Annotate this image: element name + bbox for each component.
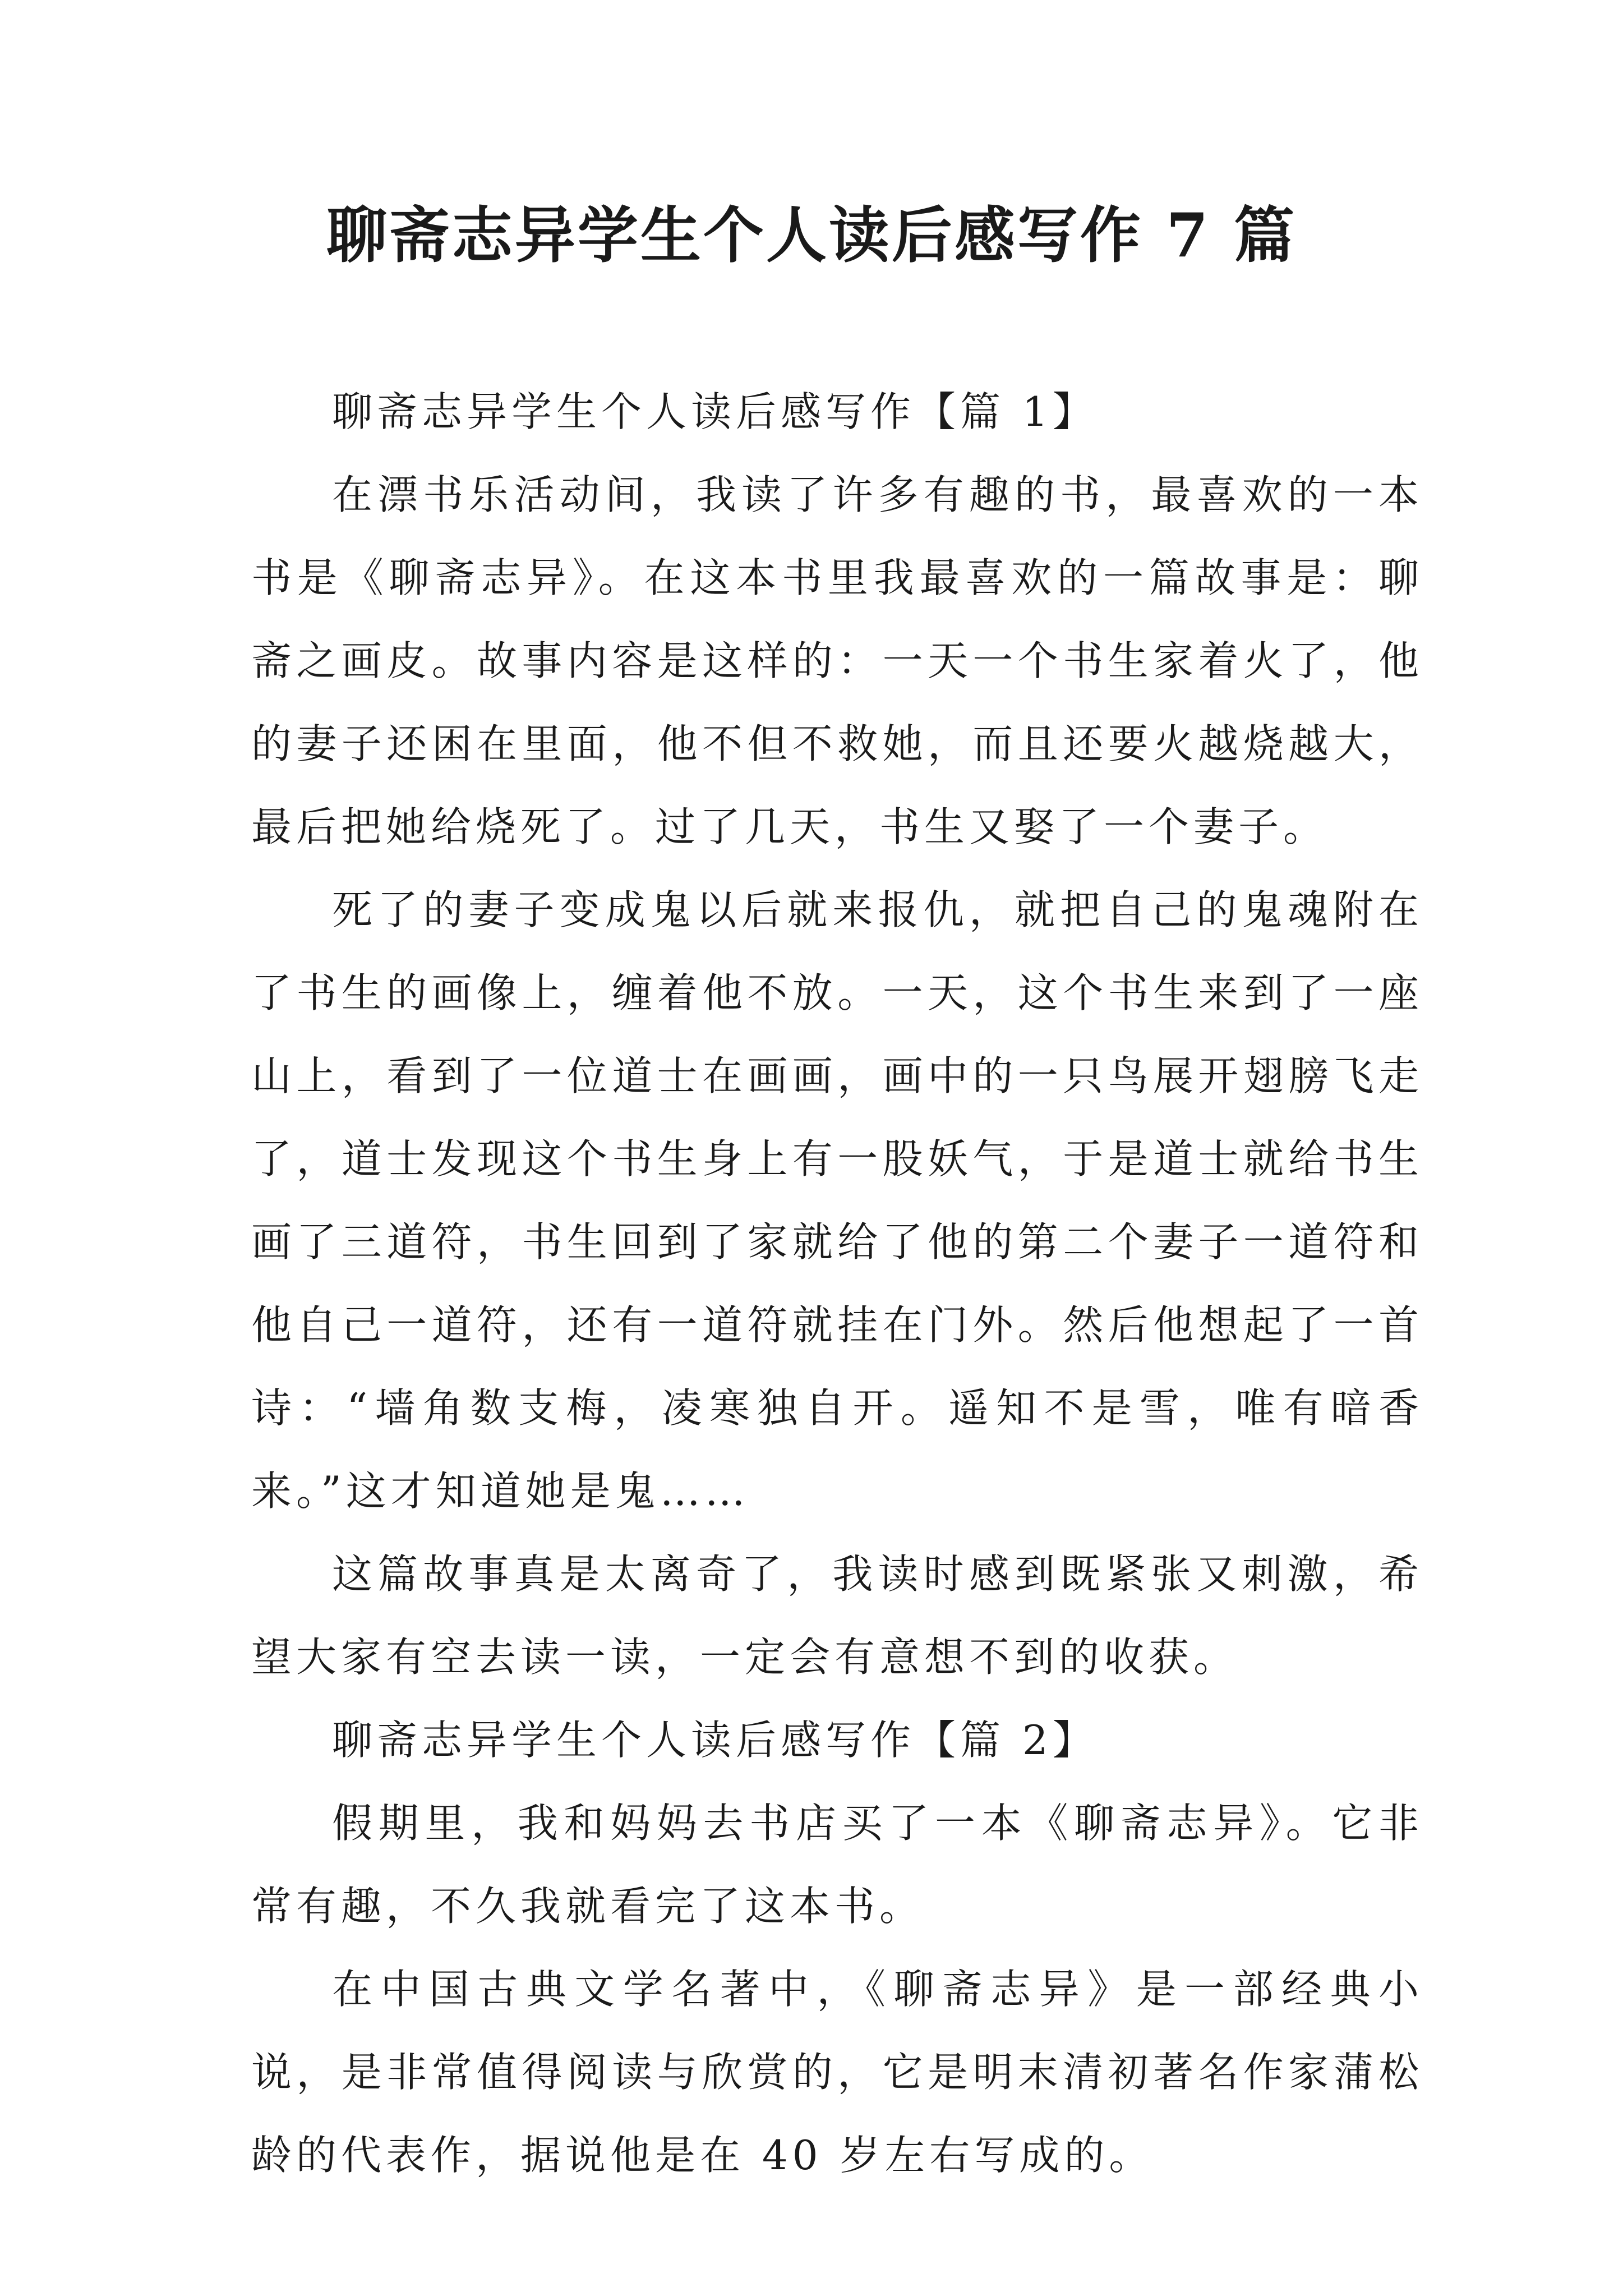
paragraph: 在中国古典文学名著中，《聊斋志异》是一部经典小说，是非常值得阅读与欣赏的，它是明末清初著名作家蒲松龄的代表作，据说他是在 40 岁左右写成的。	[251, 1966, 1423, 2179]
paragraph: 死了的妻子变成鬼以后就来报仇，就把自己的鬼魂附在了书生的画像上，缠着他不放。一天，这个书生来到了一座山上，看到了一位道士在画画，画中的一只鸟展开翅膀飞走了，道士发现这个书生身上有一股妖气，于是道士就给书生画了三道符，书生回到了家就给了他的第二个妻子一道符和他自己一道符，还有一道符就挂在门外。然后他想起了一首诗：“墙角数支梅，凌寒独自开。遥知不是雪，唯有暗香来。”这才知道她是鬼……	[251, 886, 1423, 1515]
document-body	[251, 370, 1423, 2197]
document-title: 聊斋志异学生个人读后感写作 7 篇	[326, 200, 1297, 271]
paragraph: 假期里，我和妈妈去书店买了一本《聊斋志异》。它非常有趣，不久我就看完了这本书。	[251, 1800, 1423, 1930]
section-heading-1: 聊斋志异学生个人读后感写作【篇 1】	[332, 388, 1098, 435]
paragraph: 在漂书乐活动间，我读了许多有趣的书，最喜欢的一本书是《聊斋志异》。在这本书里我最喜欢的一篇故事是：聊斋之画皮。故事内容是这样的：一天一个书生家着火了，他的妻子还困在里面，他不但不救她，而且还要火越烧越大，最后把她给烧死了。过了几天，书生又娶了一个妻子。	[251, 471, 1423, 850]
section-heading-2: 聊斋志异学生个人读后感写作【篇 2】	[332, 1717, 1098, 1764]
paragraph: 这篇故事真是太离奇了，我读时感到既紧张又刺激，希望大家有空去读一读，一定会有意想不到的收获。	[251, 1550, 1423, 1681]
